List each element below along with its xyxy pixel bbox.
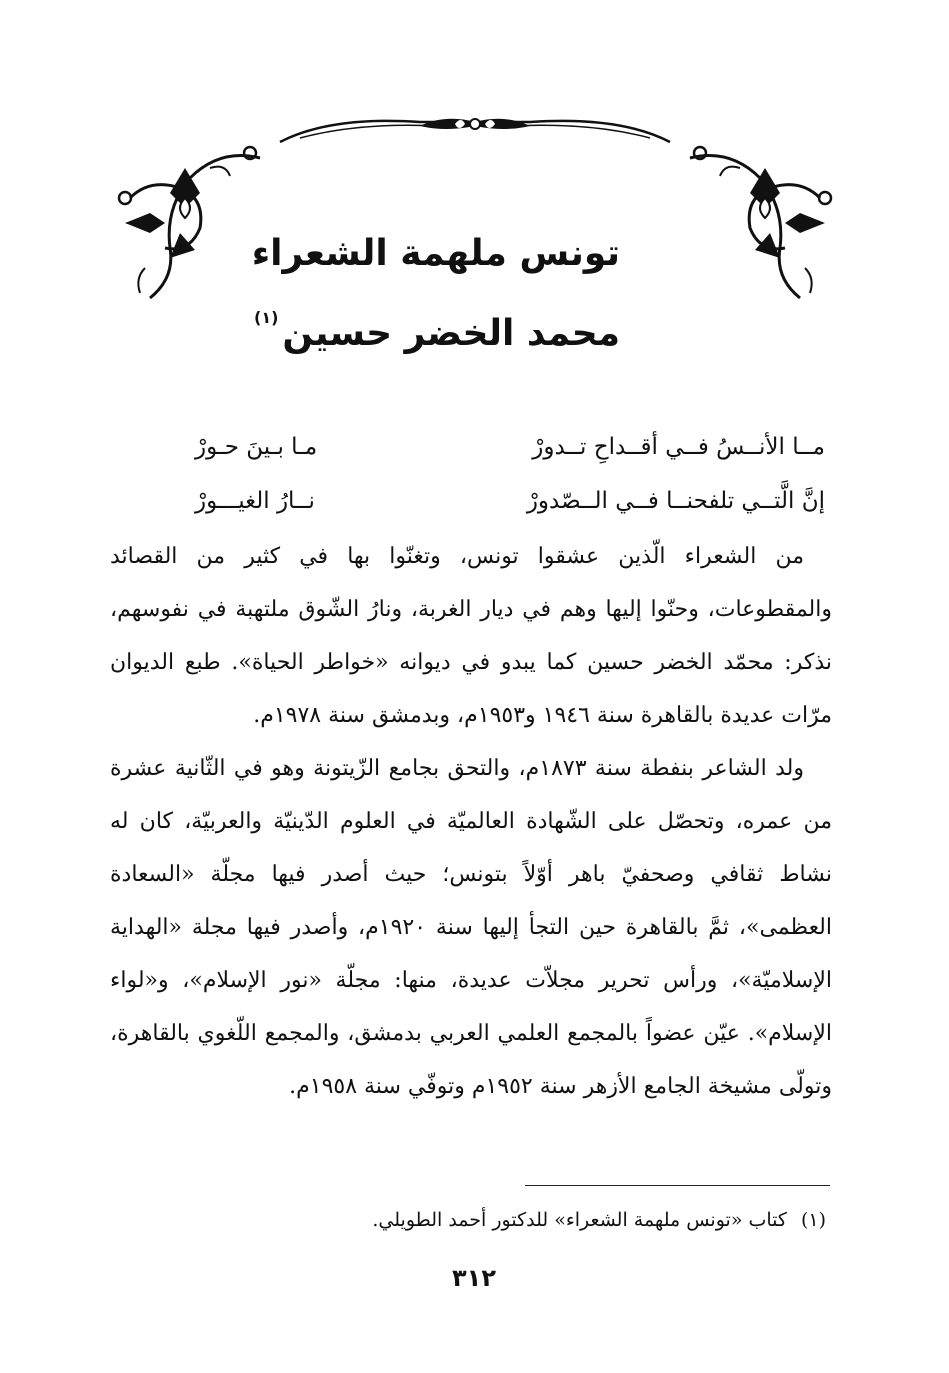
chapter-title: تونس ملهمة الشعراء <box>251 233 620 274</box>
verse-hemistich-first: مــا الأنــسُ فــي أقــداحِ تــدورْ <box>532 434 825 460</box>
verse-line <box>195 474 825 528</box>
verse-line <box>195 420 825 474</box>
verse-hemistich-second: مـا بـينَ حـورْ <box>195 434 318 460</box>
paragraph-2 <box>110 742 832 1113</box>
verse-hemistich-second: نــارُ الغيـــورْ <box>195 488 315 514</box>
paragraph-1 <box>110 530 832 742</box>
page-number: ٣١٢ <box>452 1264 496 1292</box>
footnote <box>200 1200 826 1240</box>
poet-name-text: محمد الخضر حسين <box>282 313 620 354</box>
footnote-divider <box>525 1185 830 1186</box>
footnote-text: كتاب «تونس ملهمة الشعراء» للدكتور أحمد الطويلي. <box>372 1209 787 1231</box>
paragraph-text: ولد الشاعر بنفطة سنة ١٨٧٣م، والتحق بجامع الزّيتونة وهو في الثّانية عشرة من عمره، وتحصّل على الشّهادة العالميّة في العلوم الدّينيّة والعربيّة، كان له نشاط ثقافي وصحفيّ باهر أوّلاً بتونس؛ حيث أصدر فيها مجلّة «السعادة العظمى»، ثمَّ بالقاهرة حين التجأ إليها سنة ١٩٢٠م، وأصدر فيها مجلة «الهداية الإسلاميّة»، ورأس تحرير مجلاّت عديدة، منها: مجلّة «نور الإسلام»، و«لواء الإسلام». عيّن عضواً بالمجمع العلمي العربي بدمشق، والمجمع اللّغوي بالقاهرة، وتولّى مشيخة الجامع الأزهر سنة ١٩٥٢م وتوفّي سنة ١٩٥٨م. <box>110 756 832 1099</box>
poet-name <box>200 286 620 366</box>
top-ornament <box>270 108 680 148</box>
footnote-mark: (١) <box>800 1209 826 1231</box>
corner-ornament-right <box>680 138 840 308</box>
verse-block <box>195 420 825 528</box>
verse-hemistich-first: إنَّ الَّتــي تلفحنــا فــي الــصّدورْ <box>526 488 825 514</box>
title-footnote-ref: (١) <box>254 308 279 327</box>
title-block <box>200 222 620 366</box>
paragraph-text: من الشعراء الّذين عشقوا تونس، وتغنّوا بها في كثير من القصائد والمقطوعات، وحنّوا إليها وهم في ديار الغربة، ونارُ الشّوق ملتهبة في نفوسهم، نذكر: محمّد الخضر حسين كما يبدو في ديوانه «خواطر الحياة». طبع الديوان مرّات عديدة بالقاهرة سنة ١٩٤٦ و١٩٥٣م، وبدمشق سنة ١٩٧٨م. <box>110 544 832 728</box>
